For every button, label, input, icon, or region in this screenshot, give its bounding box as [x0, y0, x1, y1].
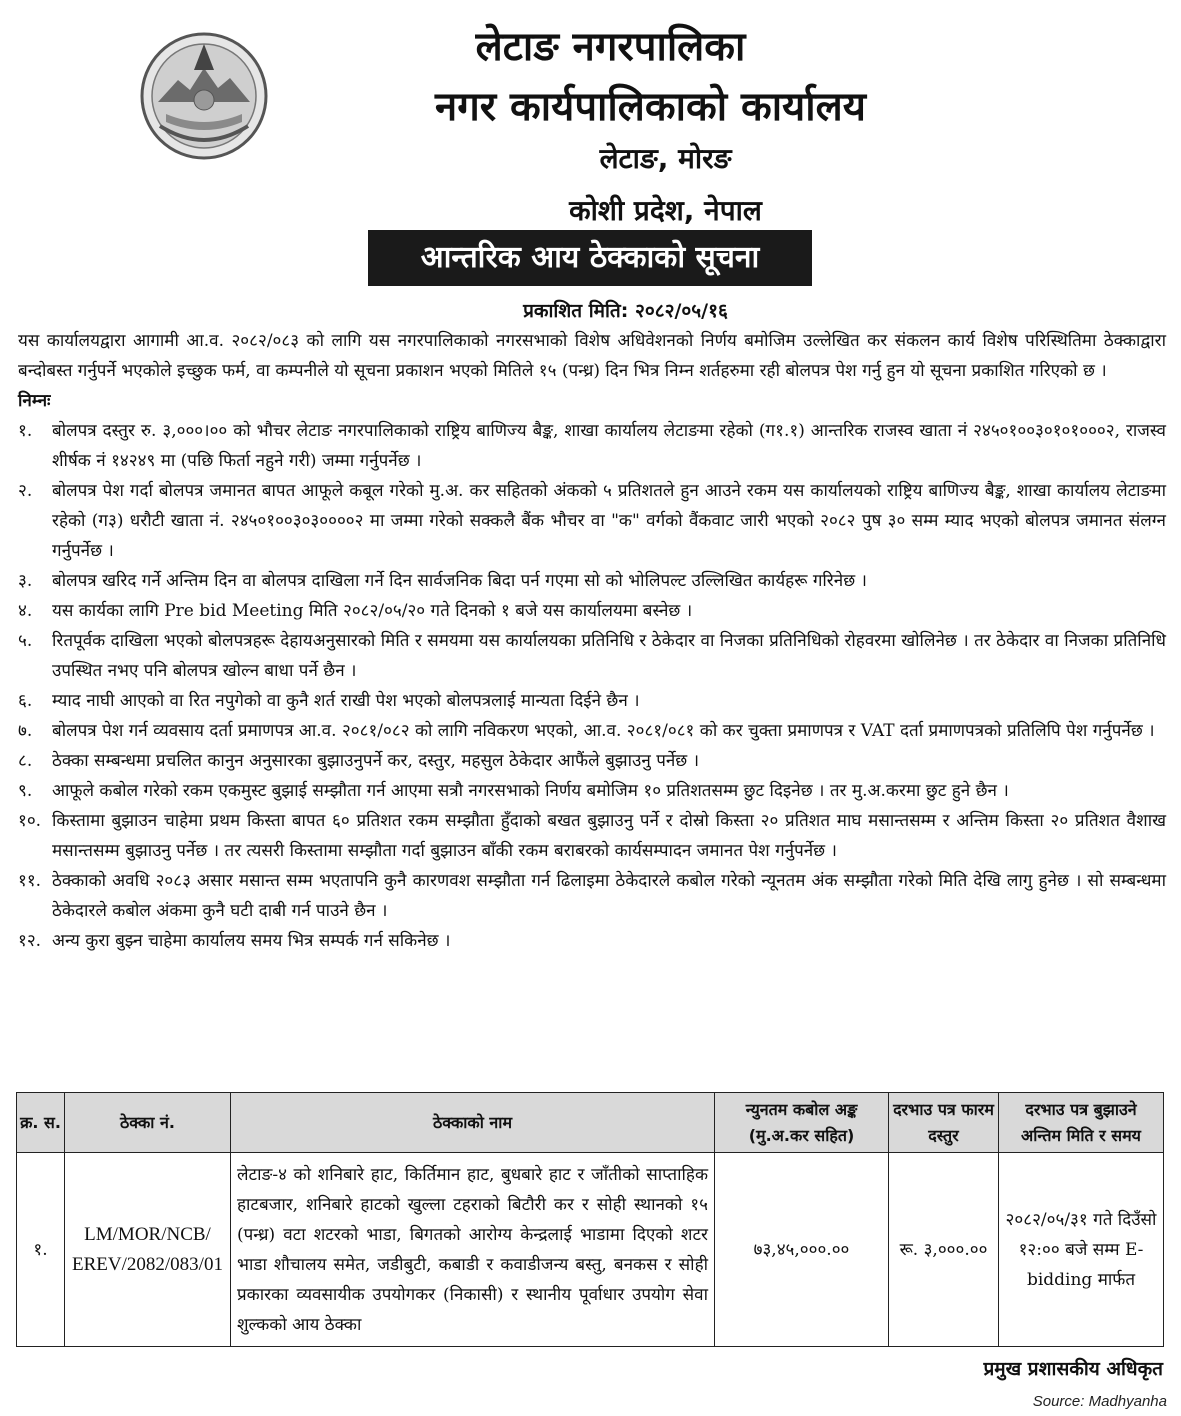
office-name: नगर कार्यपालिकाको कार्यालय [435, 84, 866, 130]
condition-item [18, 596, 1166, 626]
intro-paragraph: यस कार्यालयद्वारा आगामी आ.व. २०८२/०८३ को लागि यस नगरपालिकाको नगरसभाको विशेष अधिवेशनको निर्णय बमोजिम उल्लेखित कर संकलन कार्य विशेष परिस्थितिमा ठेक्काद्वारा बन्दोबस्त गर्नुपर्ने भएकोले इच्छुक फर्म, वा कम्पनीले यो सूचना प्रकाशन भएको मितिले १५ (पन्ध्र) दिन भित्र निम्न शर्तहरुमा रही बोलपत्र पेश गर्नु हुन यो सूचना प्रकाशित गरिएको छ । [18, 331, 1166, 381]
cell-form-fee: रू. ३,०००.०० [889, 1153, 999, 1347]
contract-table [16, 1092, 1164, 1347]
condition-text: ठेक्काको अवधि २०८३ असार मसान्त सम्म भएतापनि कुनै कारणवश सम्झौता गर्न ढिलाइमा ठेकेदारले कबोल गरेको न्यूनतम अंक सम्झौता गरेको मिति देखि लागु हुनेछ । सो सम्बन्धमा ठेकेदारले कबोल अंकमा कुनै घटी दाबी गर्न पाउने छैन । [52, 871, 1166, 921]
notice-title-banner: आन्तरिक आय ठेक्काको सूचना [368, 230, 812, 286]
condition-text: आफूले कबोल गरेको रकम एकमुस्ट बुझाई सम्झौता गर्न आएमा सत्रौ नगरसभाको निर्णय बमोजिम १० प्रतिशतसम्म छुट दिइनेछ । तर मु.अ.करमा छुट हुने छैन । [52, 781, 1009, 801]
condition-item [18, 806, 1166, 866]
condition-item [18, 626, 1166, 686]
condition-text: बोलपत्र दस्तुर रु. ३,०००।०० को भौचर लेटाङ नगरपालिकाको राष्ट्रिय बाणिज्य बैङ्क, शाखा कार्यालय लेटाङमा रहेको (ग१.१) आन्तरिक राजस्व खाता नं २४५०१००३०१०१०००२, राजस्व शीर्षक नं १४२४९ मा (पछि फिर्ता नहुने गरी) जम्मा गर्नुपर्नेछ । [52, 421, 1166, 471]
header-contract-no: ठेक्का नं. [65, 1093, 231, 1153]
conditions-label: निम्नः [18, 391, 51, 411]
table-row [17, 1153, 1164, 1347]
condition-text: यस कार्यका लागि Pre bid Meeting मिति २०८२/०५/२० गते दिनको १ बजे यस कार्यालयमा बस्नेछ । [52, 601, 693, 621]
cell-serial: १. [17, 1153, 65, 1347]
condition-number: ११. [18, 871, 42, 891]
source-credit: Source: Madhyanha [1032, 1393, 1167, 1410]
condition-item [18, 416, 1166, 476]
condition-text: अन्य कुरा बुझ्न चाहेमा कार्यालय समय भित्र सम्पर्क गर्न सकिनेछ । [52, 931, 451, 951]
condition-text: बोलपत्र पेश गर्दा बोलपत्र जमानत बापत आफूले कबूल गरेको मु.अ. कर सहितको अंकको ५ प्रतिशतले हुन आउने रकम यस कार्यालयको राष्ट्रिय बाणिज्य बैङ्क, शाखा कार्यालय लेटाङमा रहेको (ग३) धरौटी खाता नं. २४५०१००३०३००००२ मा जम्मा गरेको सक्कलै बैंक भौचर वा "क" वर्गको वैंकवाट जारी भएको २०८२ पुष ३० सम्म म्याद भएको बोलपत्र जमानत संलग्न गर्नुपर्नेछ । [52, 481, 1166, 561]
condition-number: ८. [18, 751, 33, 771]
header-min-bid: न्युनतम कबोल अङ्क (मु.अ.कर सहित) [715, 1093, 889, 1153]
cell-deadline: २०८२/०५/३१ गते दिउँसो १२:०० बजे सम्म E-bidding मार्फत [999, 1153, 1164, 1347]
condition-number: ३. [18, 571, 33, 591]
condition-item [18, 566, 1166, 596]
header-deadline: दरभाउ पत्र बुझाउने अन्तिम मिति र समय [999, 1093, 1164, 1153]
office-location: लेटाङ, मोरङ [599, 142, 732, 175]
header-form-fee: दरभाउ पत्र फारम दस्तुर [889, 1093, 999, 1153]
cell-contract-no: LM/MOR/NCB/ EREV/2082/083/01 [65, 1153, 231, 1347]
province-country: कोशी प्रदेश, नेपाल [569, 194, 762, 227]
cell-contract-name: लेटाङ-४ को शनिबारे हाट, किर्तिमान हाट, बुधबारे हाट र जाँतीको साप्ताहिक हाटबजार, शनिबारे हाटको खुल्ला टहराको बिटौरी कर र सोही स्थानको १५ (पन्ध्र) वटा शटरको भाडा, बिगतको आरोग्य केन्द्रलाई भाडामा दिएको शटर भाडा शौचालय समेत, जडीबुटी, कबाडी र कवाडीजन्य बस्तु, बनकस र सोही प्रकारका व्यवसायीक उपयोगकर (निकासी) र स्थानीय पूर्वाधार उपयोग सेवा शुल्कको आय ठेक्का [231, 1153, 715, 1347]
condition-item [18, 776, 1166, 806]
condition-number: १२. [18, 931, 42, 951]
condition-text: बोलपत्र खरिद गर्ने अन्तिम दिन वा बोलपत्र दाखिला गर्ने दिन सार्वजनिक बिदा पर्न गएमा सो को भोलिपल्ट उल्लिखित कार्यहरू गरिनेछ । [52, 571, 867, 591]
table-header-row [17, 1093, 1164, 1153]
published-date: प्रकाशित मिति: २०८२/०५/१६ [523, 300, 728, 322]
condition-item [18, 716, 1166, 746]
condition-item [18, 926, 1166, 956]
condition-number: ४. [18, 601, 33, 621]
header-contract-name: ठेक्काको नाम [231, 1093, 715, 1153]
condition-number: १. [18, 421, 33, 441]
condition-number: ९. [18, 781, 33, 801]
condition-item [18, 476, 1166, 566]
condition-number: ६. [18, 691, 33, 711]
condition-item [18, 746, 1166, 776]
condition-text: म्याद नाघी आएको वा रित नपुगेको वा कुनै शर्त राखी पेश भएको बोलपत्रलाई मान्यता दिईने छैन । [52, 691, 640, 711]
signatory-title: प्रमुख प्रशासकीय अधिकृत [983, 1358, 1163, 1380]
condition-text: बोलपत्र पेश गर्न व्यवसाय दर्ता प्रमाणपत्र आ.व. २०८१/०८२ को लागि नविकरण भएको, आ.व. २०८१/०८१ को कर चुक्ता प्रमाणपत्र र VAT दर्ता प्रमाणपत्रको प्रतिलिपि पेश गर्नुपर्नेछ । [52, 721, 1155, 741]
notice-body [18, 326, 1166, 956]
condition-number: २. [18, 481, 33, 501]
condition-text: रितपूर्वक दाखिला भएको बोलपत्रहरू देहायअनुसारको मिति र समयमा यस कार्यालयका प्रतिनिधि र ठेकेदार वा निजका प्रतिनिधिको रोहवरमा खोलिनेछ । तर ठेकेदार वा निजका प्रतिनिधि उपस्थित नभए पनि बोलपत्र खोल्न बाधा पर्ने छैन । [52, 631, 1166, 681]
header-serial: क्र. स. [17, 1093, 65, 1153]
condition-number: ५. [18, 631, 33, 651]
conditions-list [18, 416, 1166, 956]
condition-number: ७. [18, 721, 33, 741]
condition-text: किस्तामा बुझाउन चाहेमा प्रथम किस्ता बापत ६० प्रतिशत रकम सम्झौता हुँदाको बखत बुझाउनु पर्ने र दोस्रो किस्ता २० प्रतिशत माघ मसान्तसम्म र अन्तिम किस्ता २० प्रतिशत वैशाख मसान्तसम्म बुझाउनु पर्नेछ । तर त्यसरी किस्तामा सम्झौता गर्दा बुझाउन बाँकी रकम बराबरको कार्यसम्पादन जमानत पेश गर्नुपर्नेछ । [52, 811, 1167, 861]
condition-text: ठेक्का सम्बन्धमा प्रचलित कानुन अनुसारका बुझाउनुपर्ने कर, दस्तुर, महसुल ठेकेदार आफैंले बुझाउनु पर्नेछ । [52, 751, 700, 771]
cell-min-bid: ७३,४५,०००.०० [715, 1153, 889, 1347]
condition-number: १०. [18, 811, 42, 831]
municipality-name: लेटाङ नगरपालिका [475, 24, 746, 70]
condition-item [18, 866, 1166, 926]
condition-item [18, 686, 1166, 716]
